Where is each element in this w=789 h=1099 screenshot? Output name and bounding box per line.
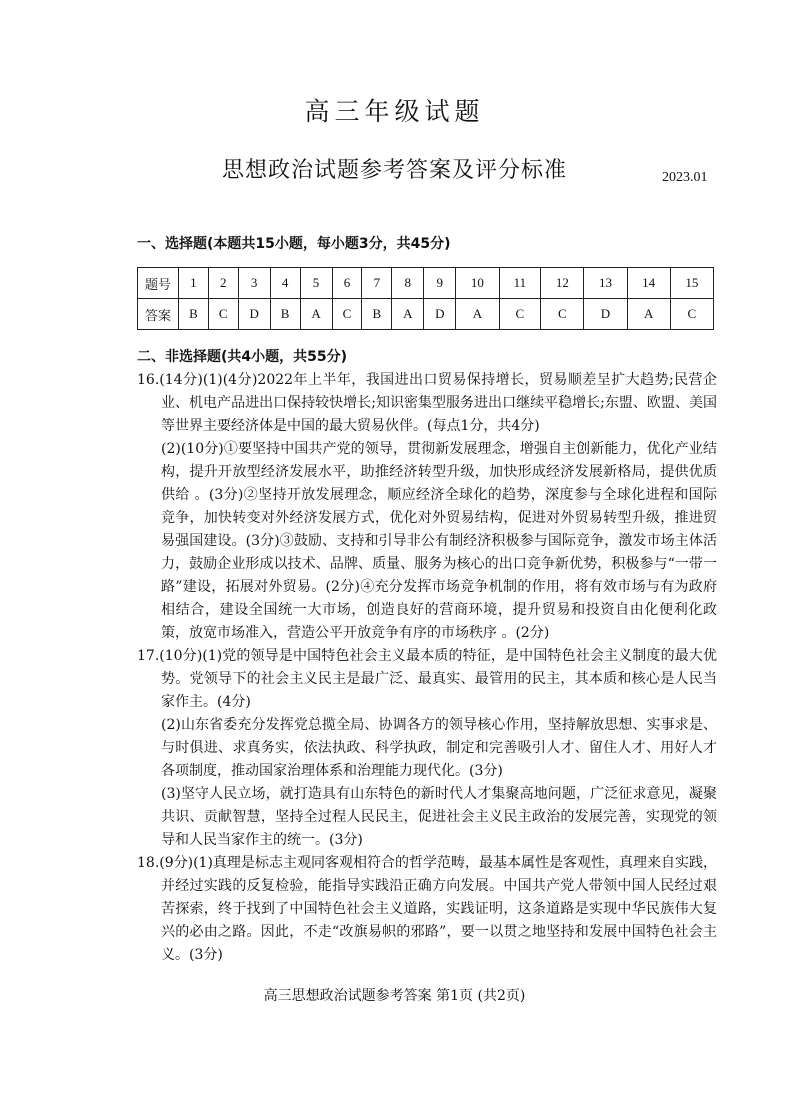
question-16-part-2: (2)(10分)①要坚持中国共产党的领导，贯彻新发展理念，增强自主创新能力，优化产业结构，提升开放型经济发展水平，助推经济转型升级，加快形成经济发展新格局，提供优质供给 。(3分)②坚持开放发展理念，顺应经济全球化的趋势，深度参与全球化进程和国际竞争，加快转变对外经济发展方式，优化对外贸易结构，促进对外贸易转型升级，推进贸易强国建设。(3分)③鼓励、支持和引导非公有制经济积极参与国际竞争，激发市场主体活力，鼓励企业形成以技术、品牌、质量、服务为核心的出口竞争新优势，积极参与“一带一路”建设，拓展对外贸易。(2分)④充分发挥市场竞争机制的作用，将有效市场与有为政府相结合，建设全国统一大市场，创造良好的营商环境，提升贸易和投资自由化便利化政策，放宽市场准入，营造公平开放竞争有序的市场秩序 。(2分) bbox=[161, 441, 717, 641]
table-cell: 1 bbox=[179, 268, 209, 299]
table-cell: 9 bbox=[424, 268, 456, 299]
table-cell: B bbox=[179, 299, 209, 330]
table-cell: A bbox=[392, 299, 424, 330]
question-18 bbox=[137, 852, 717, 967]
table-cell: 2 bbox=[208, 268, 238, 299]
question-18-part-1: 18.(9分)(1)真理是标志主观同客观相符合的哲学范畴，最基本属性是客观性，真理来自实践，并经过实践的反复检验，能指导实践沿正确方向发展。中国共产党人带领中国人民经过艰苦探索，终于找到了中国特色社会主义道路，实践证明，这条道路是实现中华民族伟大复兴的必由之路。因此，不走“改旗易帜的邪路”，要一以贯之地坚持和发展中国特色社会主义。(3分) bbox=[137, 855, 717, 963]
question-17 bbox=[137, 645, 717, 852]
table-row-numbers bbox=[138, 268, 714, 299]
table-cell: 15 bbox=[670, 268, 713, 299]
table-row-answers bbox=[138, 299, 714, 330]
table-cell: D bbox=[584, 299, 627, 330]
table-cell: A bbox=[300, 299, 332, 330]
table-cell: 10 bbox=[456, 268, 499, 299]
table-cell: C bbox=[208, 299, 238, 330]
table-cell: 3 bbox=[238, 268, 270, 299]
table-cell: 12 bbox=[541, 268, 584, 299]
table-cell: C bbox=[332, 299, 362, 330]
answer-table bbox=[137, 267, 714, 330]
page-title: 高三年级试题 bbox=[304, 97, 485, 126]
section-2-heading: 二、非选择题(共4小题，共55分) bbox=[137, 349, 348, 365]
table-cell: C bbox=[499, 299, 541, 330]
table-cell: 13 bbox=[584, 268, 627, 299]
table-cell: B bbox=[362, 299, 392, 330]
question-17-part-2: (2)山东省委充分发挥党总揽全局、协调各方的领导核心作用，坚持解放思想、实事求是、与时俱进、求真务实，依法执政、科学执政，制定和完善吸引人才、留住人才、用好人才各项制度，推动国家治理体系和治理能力现代化。(3分) bbox=[161, 717, 717, 779]
table-cell: 6 bbox=[332, 268, 362, 299]
table-cell: 11 bbox=[499, 268, 541, 299]
table-cell: B bbox=[270, 299, 300, 330]
exam-date: 2023.01 bbox=[662, 170, 708, 185]
table-cell: 4 bbox=[270, 268, 300, 299]
table-cell: 14 bbox=[627, 268, 670, 299]
page-subtitle: 思想政治试题参考答案及评分标准 bbox=[221, 158, 567, 183]
row-label-question: 题号 bbox=[138, 268, 179, 299]
table-cell: C bbox=[670, 299, 713, 330]
question-16 bbox=[137, 369, 717, 645]
table-cell: D bbox=[238, 299, 270, 330]
section-1-heading: 一、选择题(本题共15小题，每小题3分，共45分) bbox=[137, 236, 451, 252]
table-cell: 5 bbox=[300, 268, 332, 299]
table-cell: 8 bbox=[392, 268, 424, 299]
table-cell: D bbox=[424, 299, 456, 330]
page-footer: 高三思想政治试题参考答案 第1页 (共2页) bbox=[263, 988, 526, 1004]
table-cell: A bbox=[456, 299, 499, 330]
table-cell: A bbox=[627, 299, 670, 330]
question-17-part-1: 17.(10分)(1)党的领导是中国特色社会主义最本质的特征，是中国特色社会主义制度的最大优势。党领导下的社会主义民主是最广泛、最真实、最管用的民主，其本质和核心是人民当家作主。(4分) bbox=[137, 648, 717, 710]
question-17-part-3: (3)坚守人民立场，就打造具有山东特色的新时代人才集聚高地问题，广泛征求意见，凝聚共识、贡献智慧，坚持全过程人民民主，促进社会主义民主政治的发展完善，实现党的领导和人民当家作主的统一。(3分) bbox=[161, 786, 717, 848]
row-label-answer: 答案 bbox=[138, 299, 179, 330]
table-cell: 7 bbox=[362, 268, 392, 299]
table-cell: C bbox=[541, 299, 584, 330]
question-16-part-1: 16.(14分)(1)(4分)2022年上半年，我国进出口贸易保持增长，贸易顺差呈扩大趋势;民营企业、机电产品进出口保持较快增长;知识密集型服务进出口继续平稳增长;东盟、欧盟、美国等世界主要经济体是中国的最大贸易伙伴。(每点1分，共4分) bbox=[137, 372, 717, 434]
